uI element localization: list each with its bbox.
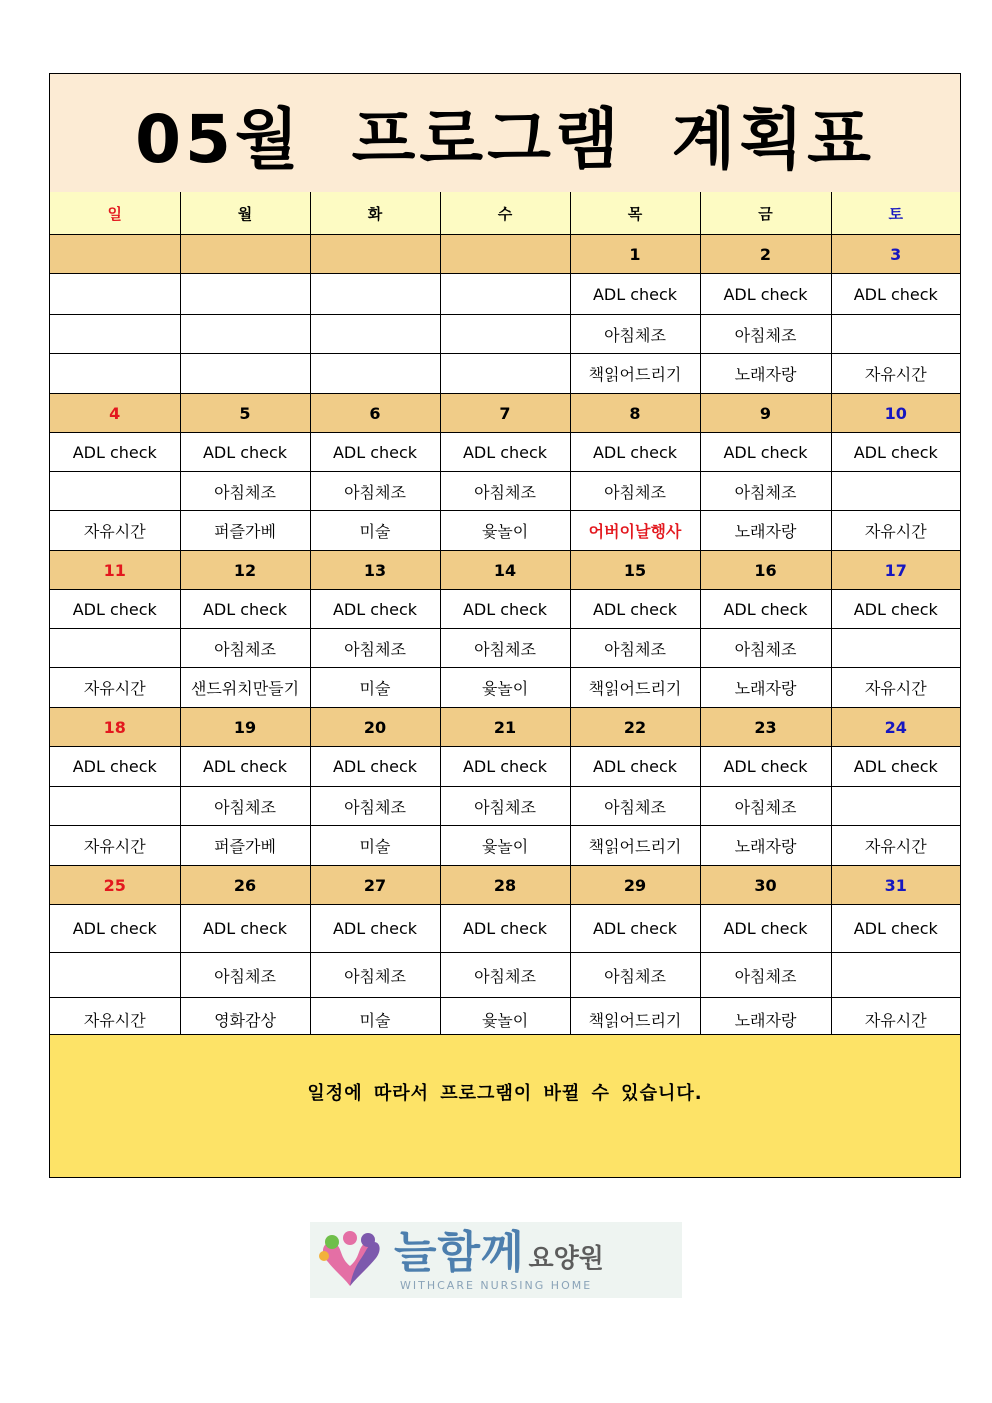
- program-row: [50, 274, 960, 315]
- program-cell: ADL check: [700, 274, 831, 315]
- program-cell: ADL check: [570, 433, 700, 472]
- program-cell: 아침체조: [180, 787, 310, 826]
- program-cell: 아침체조: [570, 315, 700, 354]
- program-cell: [310, 274, 440, 315]
- program-cell: ADL check: [440, 905, 570, 953]
- date-cell: 3: [831, 235, 960, 274]
- program-cell: ADL check: [440, 433, 570, 472]
- date-cell: 1: [570, 235, 700, 274]
- date-cell: 18: [50, 708, 180, 747]
- program-cell: 노래자랑: [700, 826, 831, 866]
- program-cell: 미술: [310, 998, 440, 1041]
- weekday-header: 수: [440, 192, 570, 235]
- program-cell: ADL check: [700, 747, 831, 787]
- program-cell: 자유시간: [831, 826, 960, 866]
- program-cell: [50, 274, 180, 315]
- date-cell: 7: [440, 394, 570, 433]
- program-cell: ADL check: [180, 590, 310, 629]
- program-cell: 아침체조: [570, 629, 700, 668]
- date-cell: 21: [440, 708, 570, 747]
- program-cell: 아침체조: [570, 472, 700, 511]
- program-cell: 윷놀이: [440, 668, 570, 708]
- date-cell: 2: [700, 235, 831, 274]
- program-cell: 미술: [310, 668, 440, 708]
- date-cell: 16: [700, 551, 831, 590]
- program-row: [50, 590, 960, 629]
- program-cell: 자유시간: [50, 511, 180, 551]
- program-cell: ADL check: [310, 905, 440, 953]
- program-cell: [831, 629, 960, 668]
- program-cell: [180, 315, 310, 354]
- program-cell: ADL check: [700, 590, 831, 629]
- date-cell: 24: [831, 708, 960, 747]
- program-cell: 아침체조: [700, 953, 831, 998]
- program-cell: [50, 787, 180, 826]
- program-row: [50, 433, 960, 472]
- program-cell: ADL check: [570, 905, 700, 953]
- date-row: [50, 551, 960, 590]
- date-row: [50, 708, 960, 747]
- program-cell: [180, 274, 310, 315]
- weekday-header: 금: [700, 192, 831, 235]
- program-row: [50, 747, 960, 787]
- program-cell: 아침체조: [310, 472, 440, 511]
- program-row: [50, 315, 960, 354]
- date-row: [50, 235, 960, 274]
- title-cell: [50, 74, 960, 193]
- program-cell: ADL check: [440, 747, 570, 787]
- program-cell: ADL check: [831, 590, 960, 629]
- date-cell: 12: [180, 551, 310, 590]
- program-cell: 자유시간: [50, 668, 180, 708]
- program-cell: [440, 354, 570, 394]
- program-cell: ADL check: [570, 274, 700, 315]
- program-cell: [831, 315, 960, 354]
- date-cell: 6: [310, 394, 440, 433]
- date-cell: 28: [440, 866, 570, 905]
- date-cell: 9: [700, 394, 831, 433]
- program-cell: ADL check: [180, 747, 310, 787]
- program-cell: 아침체조: [440, 953, 570, 998]
- date-cell: [50, 235, 180, 274]
- program-cell: [50, 472, 180, 511]
- program-cell: ADL check: [50, 590, 180, 629]
- schedule-sheet: [49, 73, 961, 1178]
- program-cell: ADL check: [310, 747, 440, 787]
- program-cell: [310, 354, 440, 394]
- program-cell: 아침체조: [180, 953, 310, 998]
- program-cell: 아침체조: [570, 953, 700, 998]
- program-cell: 아침체조: [700, 787, 831, 826]
- logo-brand-text: 늘함께: [394, 1226, 525, 1278]
- program-cell: 노래자랑: [700, 511, 831, 551]
- program-cell: ADL check: [180, 905, 310, 953]
- date-cell: 27: [310, 866, 440, 905]
- program-cell: ADL check: [700, 433, 831, 472]
- program-cell: 책읽어드리기: [570, 354, 700, 394]
- program-cell: 자유시간: [50, 826, 180, 866]
- program-cell: 아침체조: [310, 629, 440, 668]
- date-cell: 29: [570, 866, 700, 905]
- program-cell: 샌드위치만들기: [180, 668, 310, 708]
- weekday-header: 월: [180, 192, 310, 235]
- program-cell: 아침체조: [310, 787, 440, 826]
- logo-mark-icon: [310, 1222, 390, 1298]
- program-cell: [50, 629, 180, 668]
- program-cell: 윷놀이: [440, 511, 570, 551]
- program-cell: ADL check: [831, 433, 960, 472]
- program-cell: 윷놀이: [440, 998, 570, 1041]
- program-cell: [50, 315, 180, 354]
- program-row: [50, 668, 960, 708]
- program-cell: ADL check: [50, 905, 180, 953]
- program-cell: 자유시간: [831, 668, 960, 708]
- program-cell: 노래자랑: [700, 354, 831, 394]
- program-cell: [440, 315, 570, 354]
- date-cell: 10: [831, 394, 960, 433]
- program-cell: ADL check: [570, 590, 700, 629]
- program-cell: ADL check: [700, 905, 831, 953]
- program-cell: [831, 472, 960, 511]
- date-cell: 11: [50, 551, 180, 590]
- program-cell: 노래자랑: [700, 998, 831, 1041]
- program-cell: ADL check: [50, 433, 180, 472]
- calendar-table: [50, 192, 960, 1041]
- program-cell: ADL check: [831, 274, 960, 315]
- program-cell: 아침체조: [310, 953, 440, 998]
- date-cell: 20: [310, 708, 440, 747]
- program-cell: [50, 953, 180, 998]
- program-cell: 미술: [310, 511, 440, 551]
- program-cell: 영화감상: [180, 998, 310, 1041]
- program-cell: ADL check: [570, 747, 700, 787]
- weekday-header-row: [50, 192, 960, 235]
- date-cell: 17: [831, 551, 960, 590]
- date-cell: 30: [700, 866, 831, 905]
- program-cell: ADL check: [180, 433, 310, 472]
- date-cell: 13: [310, 551, 440, 590]
- program-cell: 아침체조: [440, 629, 570, 668]
- date-cell: 15: [570, 551, 700, 590]
- date-cell: [310, 235, 440, 274]
- date-cell: 26: [180, 866, 310, 905]
- date-cell: 19: [180, 708, 310, 747]
- program-row: [50, 826, 960, 866]
- program-cell: [180, 354, 310, 394]
- date-cell: 4: [50, 394, 180, 433]
- program-cell: 아침체조: [700, 629, 831, 668]
- program-cell: ADL check: [310, 433, 440, 472]
- date-cell: 25: [50, 866, 180, 905]
- program-cell: 책읽어드리기: [570, 998, 700, 1041]
- program-cell: 퍼즐가베: [180, 511, 310, 551]
- program-row: [50, 905, 960, 953]
- date-row: [50, 394, 960, 433]
- program-cell: ADL check: [831, 747, 960, 787]
- date-cell: 14: [440, 551, 570, 590]
- program-cell: 책읽어드리기: [570, 668, 700, 708]
- program-cell: [440, 274, 570, 315]
- date-cell: [180, 235, 310, 274]
- date-cell: 5: [180, 394, 310, 433]
- program-cell: 자유시간: [831, 511, 960, 551]
- date-cell: 31: [831, 866, 960, 905]
- program-row: [50, 629, 960, 668]
- weekday-header: 토: [831, 192, 960, 235]
- program-cell: 아침체조: [570, 787, 700, 826]
- program-row: [50, 354, 960, 394]
- date-cell: 23: [700, 708, 831, 747]
- program-cell: ADL check: [50, 747, 180, 787]
- date-cell: 8: [570, 394, 700, 433]
- date-cell: [440, 235, 570, 274]
- program-row: [50, 953, 960, 998]
- program-cell: ADL check: [440, 590, 570, 629]
- program-cell: [831, 787, 960, 826]
- program-cell: 아침체조: [700, 472, 831, 511]
- program-cell: 미술: [310, 826, 440, 866]
- program-cell: 책읽어드리기: [570, 826, 700, 866]
- program-cell: 아침체조: [440, 787, 570, 826]
- logo: [310, 1222, 682, 1298]
- page-title: 05월 프로그램 계획표: [135, 100, 875, 178]
- schedule-note: 일정에 따라서 프로그램이 바뀔 수 있습니다.: [50, 1034, 960, 1177]
- program-row: [50, 787, 960, 826]
- logo-english-text: WITHCARE NURSING HOME: [400, 1278, 593, 1292]
- weekday-header: 일: [50, 192, 180, 235]
- program-cell: 자유시간: [831, 998, 960, 1041]
- program-cell: 어버이날행사: [570, 511, 700, 551]
- program-cell: 퍼즐가베: [180, 826, 310, 866]
- program-cell: 아침체조: [700, 315, 831, 354]
- program-cell: ADL check: [310, 590, 440, 629]
- program-cell: 자유시간: [50, 998, 180, 1041]
- program-cell: 윷놀이: [440, 826, 570, 866]
- date-cell: 22: [570, 708, 700, 747]
- program-row: [50, 472, 960, 511]
- program-row: [50, 511, 960, 551]
- program-cell: [50, 354, 180, 394]
- program-cell: ADL check: [831, 905, 960, 953]
- program-cell: 아침체조: [440, 472, 570, 511]
- program-cell: 노래자랑: [700, 668, 831, 708]
- weekday-header: 화: [310, 192, 440, 235]
- program-cell: 아침체조: [180, 472, 310, 511]
- program-cell: 아침체조: [180, 629, 310, 668]
- program-cell: 자유시간: [831, 354, 960, 394]
- logo-kind-text: 요양원: [528, 1243, 604, 1274]
- weekday-header: 목: [570, 192, 700, 235]
- date-row: [50, 866, 960, 905]
- program-cell: [310, 315, 440, 354]
- program-cell: [831, 953, 960, 998]
